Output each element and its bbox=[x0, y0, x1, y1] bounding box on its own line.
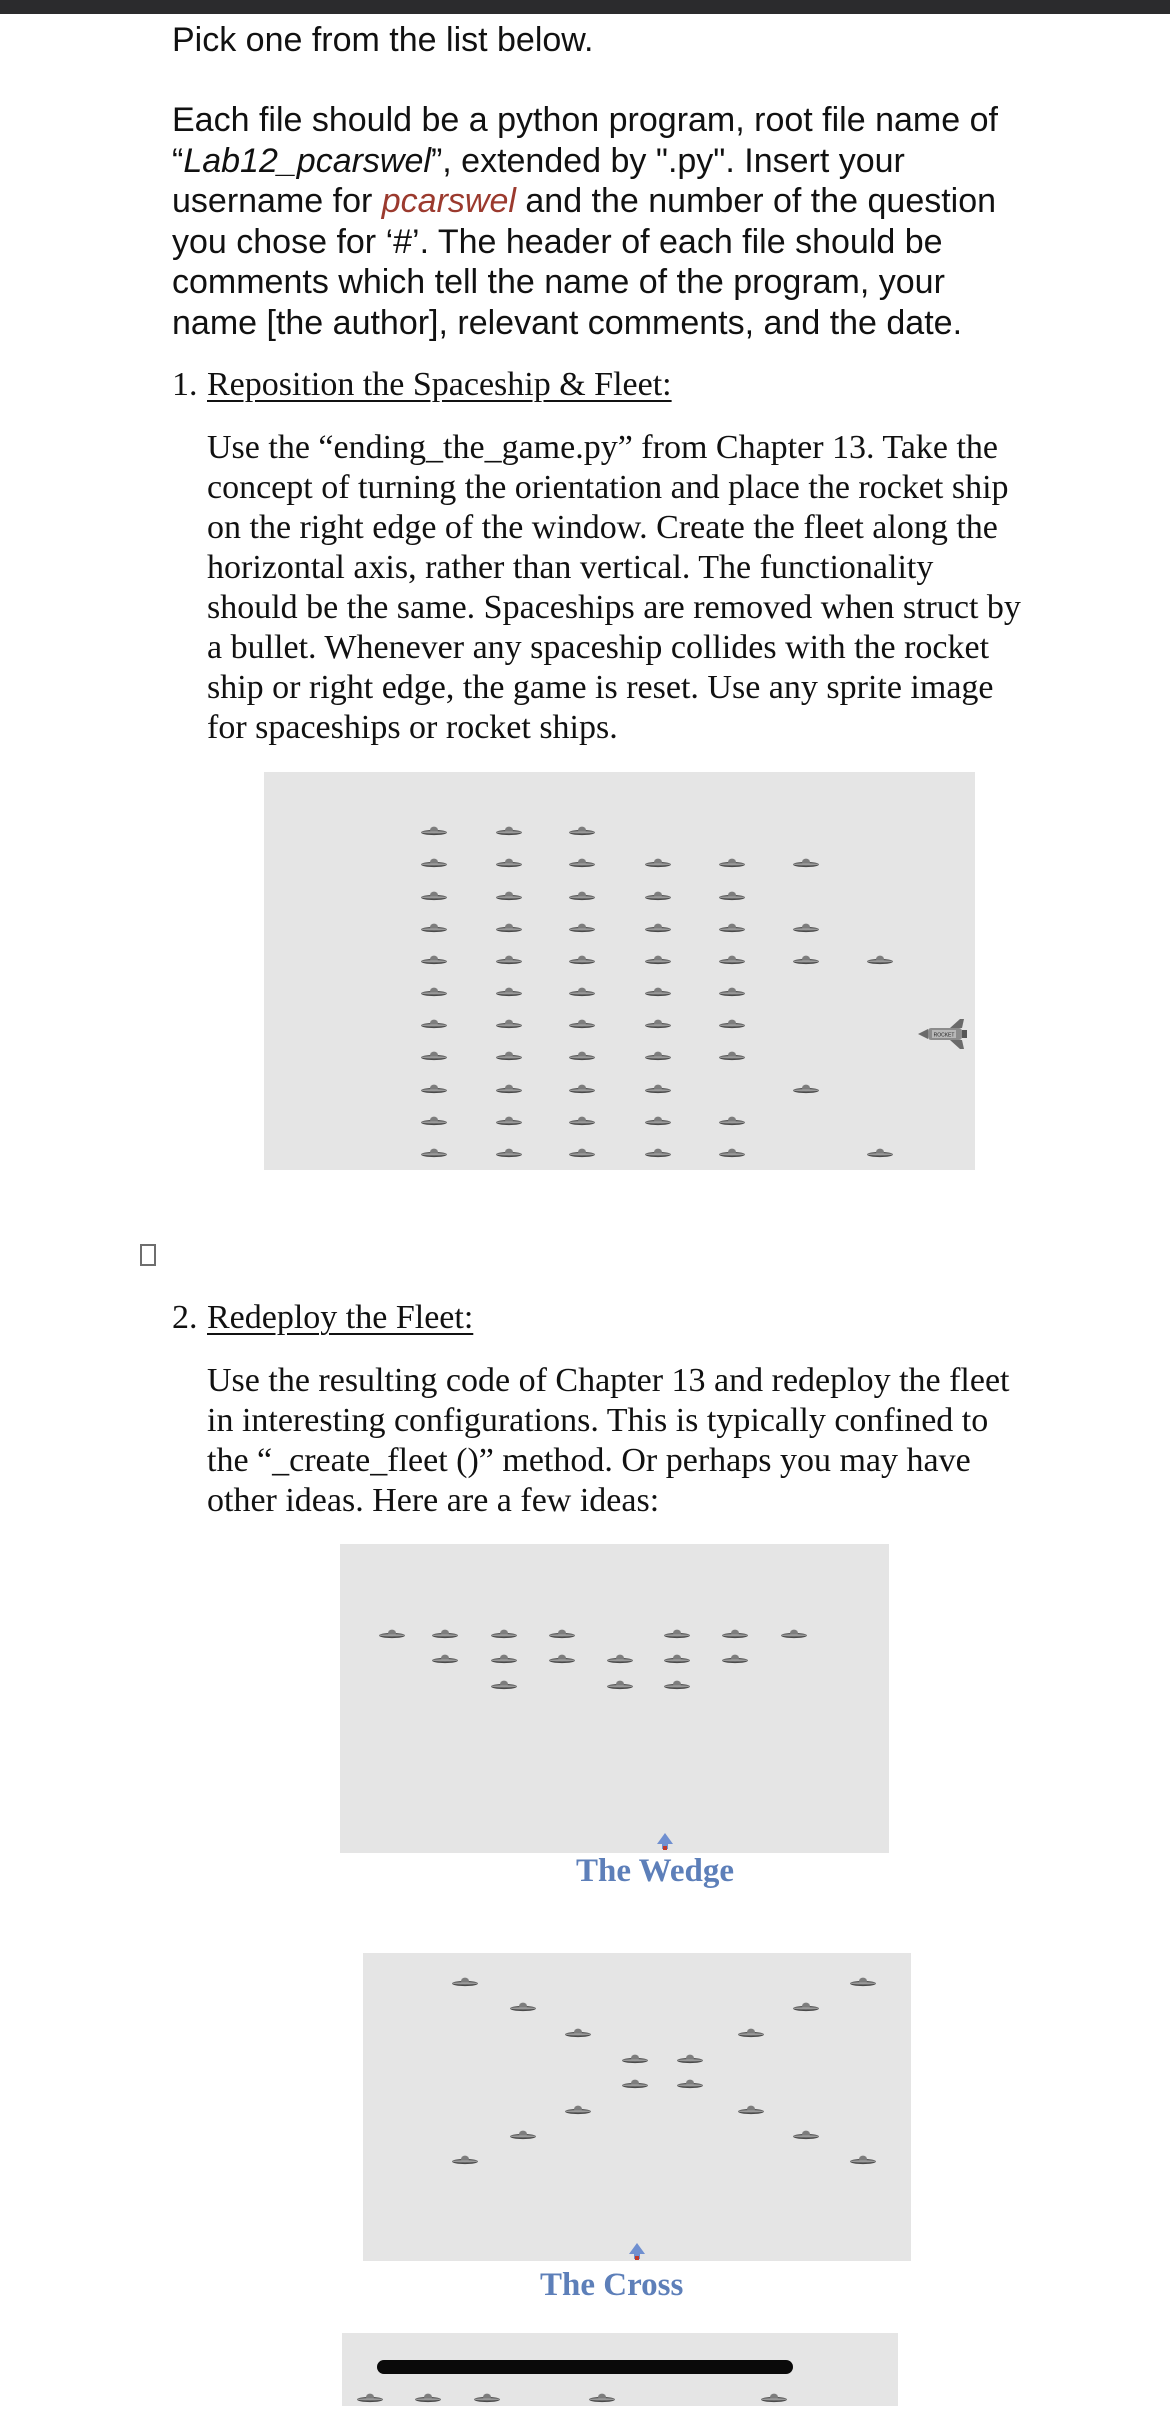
alien-ship-icon bbox=[717, 1146, 747, 1160]
q1-number: 1. bbox=[172, 366, 198, 403]
alien-ship-icon bbox=[567, 921, 597, 935]
alien-ship-icon bbox=[494, 1146, 524, 1160]
alien-ship-icon bbox=[567, 1082, 597, 1096]
alien-ship-icon bbox=[848, 2153, 878, 2167]
alien-ship-icon bbox=[605, 1678, 635, 1692]
pick-instruction: Pick one from the list below. bbox=[172, 21, 594, 59]
alien-ship-icon bbox=[567, 985, 597, 999]
alien-ship-icon bbox=[675, 2077, 705, 2091]
alien-ship-icon bbox=[717, 953, 747, 967]
q1-line: horizontal axis, rather than vertical. The functionality bbox=[207, 549, 934, 586]
alien-ship-icon bbox=[643, 921, 673, 935]
intro-text-run: ”, extended by ".py". Insert your bbox=[430, 141, 905, 180]
intro-text-run: and the number of the question bbox=[515, 182, 997, 220]
q2-line: the “_create_fleet ()” method. Or perhaps you may have bbox=[207, 1442, 971, 1479]
figure-horizontal-fleet bbox=[264, 772, 975, 1170]
alien-ship-icon bbox=[494, 889, 524, 903]
q2-paragraph bbox=[207, 1361, 1010, 1521]
alien-ship-icon bbox=[717, 1114, 747, 1128]
alien-ship-icon bbox=[643, 1082, 673, 1096]
alien-ship-icon bbox=[419, 856, 449, 870]
caption-wedge: The Wedge bbox=[576, 1853, 734, 1889]
q1-line: Use the “ending_the_game.py” from Chapter 13. Take the bbox=[207, 429, 999, 466]
alien-ship-icon bbox=[720, 1627, 750, 1641]
alien-ship-icon bbox=[736, 2026, 766, 2040]
alien-ship-icon bbox=[494, 1082, 524, 1096]
alien-ship-icon bbox=[717, 921, 747, 935]
alien-ship-icon bbox=[643, 985, 673, 999]
alien-ship-icon bbox=[567, 824, 597, 838]
figure-wedge bbox=[340, 1544, 889, 1853]
alien-ship-icon bbox=[419, 1082, 449, 1096]
q2-line: Use the resulting code of Chapter 13 and redeploy the fleet bbox=[207, 1362, 1010, 1399]
alien-ship-icon bbox=[563, 2103, 593, 2117]
alien-ship-icon bbox=[720, 1652, 750, 1666]
q2-title: Redeploy the Fleet: bbox=[207, 1299, 474, 1336]
alien-ship-icon bbox=[567, 856, 597, 870]
alien-ship-icon bbox=[643, 889, 673, 903]
alien-ship-icon bbox=[567, 889, 597, 903]
alien-ship-icon bbox=[759, 2391, 789, 2405]
q1-line: ship or right edge, the game is reset. Use any sprite image bbox=[207, 669, 994, 706]
alien-ship-icon bbox=[377, 1627, 407, 1641]
alien-ship-icon bbox=[620, 2077, 650, 2091]
alien-ship-icon bbox=[494, 921, 524, 935]
q1-line: concept of turning the orientation and place the rocket ship bbox=[207, 469, 1009, 506]
alien-ship-icon bbox=[643, 1114, 673, 1128]
alien-ship-icon bbox=[450, 2153, 480, 2167]
alien-ship-icon bbox=[779, 1627, 809, 1641]
alien-ship-icon bbox=[865, 953, 895, 967]
intro-text-run: name [the author], relevant comments, and the date. bbox=[172, 303, 963, 342]
alien-ship-icon bbox=[450, 1975, 480, 1989]
alien-ship-icon bbox=[419, 1017, 449, 1031]
alien-ship-icon bbox=[419, 1049, 449, 1063]
alien-ship-icon bbox=[419, 1114, 449, 1128]
alien-ship-icon bbox=[791, 1082, 821, 1096]
alien-ship-icon bbox=[567, 953, 597, 967]
alien-ship-icon bbox=[567, 1049, 597, 1063]
alien-ship-icon bbox=[567, 1146, 597, 1160]
q1-paragraph bbox=[207, 428, 1021, 748]
alien-ship-icon bbox=[567, 1114, 597, 1128]
intro-line bbox=[172, 181, 998, 222]
player-ship-icon bbox=[655, 1831, 675, 1851]
q2-number: 2. bbox=[172, 1299, 198, 1336]
intro-line bbox=[172, 141, 998, 182]
home-indicator[interactable] bbox=[377, 2360, 793, 2374]
alien-ship-icon bbox=[430, 1627, 460, 1641]
alien-ship-icon bbox=[430, 1652, 460, 1666]
alien-ship-icon bbox=[865, 1146, 895, 1160]
alien-ship-icon bbox=[494, 856, 524, 870]
intro-text-run: Lab12_pcarswel bbox=[183, 141, 431, 180]
intro-line bbox=[172, 100, 998, 141]
alien-ship-icon bbox=[508, 2128, 538, 2142]
intro-text-run: “ bbox=[172, 141, 184, 180]
alien-ship-icon bbox=[791, 2000, 821, 2014]
intro-line bbox=[172, 222, 998, 263]
alien-ship-icon bbox=[494, 824, 524, 838]
alien-ship-icon bbox=[791, 953, 821, 967]
alien-ship-icon bbox=[494, 953, 524, 967]
intro-paragraph bbox=[172, 100, 998, 343]
intro-text-run: Each file should be a python program, root file name of bbox=[172, 101, 998, 139]
alien-ship-icon bbox=[605, 1652, 635, 1666]
alien-ship-icon bbox=[791, 921, 821, 935]
intro-text-run: username for bbox=[172, 182, 382, 220]
alien-ship-icon bbox=[489, 1652, 519, 1666]
alien-ship-icon bbox=[643, 1017, 673, 1031]
intro-line bbox=[172, 303, 998, 344]
alien-ship-icon bbox=[675, 2052, 705, 2066]
player-ship-icon bbox=[627, 2241, 647, 2261]
alien-ship-icon bbox=[419, 889, 449, 903]
q1-line: for spaceships or rocket ships. bbox=[207, 709, 618, 746]
alien-ship-icon bbox=[419, 985, 449, 999]
alien-ship-icon bbox=[717, 985, 747, 999]
alien-ship-icon bbox=[419, 824, 449, 838]
alien-ship-icon bbox=[736, 2103, 766, 2117]
alien-ship-icon bbox=[419, 1146, 449, 1160]
alien-ship-icon bbox=[355, 2391, 385, 2405]
alien-ship-icon bbox=[717, 856, 747, 870]
q1-line: should be the same. Spaceships are removed when struct by bbox=[207, 589, 1021, 626]
alien-ship-icon bbox=[472, 2391, 502, 2405]
alien-ship-icon bbox=[717, 889, 747, 903]
intro-text-run: comments which tell the name of the program, your bbox=[172, 263, 945, 301]
alien-ship-icon bbox=[494, 1049, 524, 1063]
alien-ship-icon bbox=[620, 2052, 650, 2066]
alien-ship-icon bbox=[662, 1678, 692, 1692]
alien-ship-icon bbox=[489, 1627, 519, 1641]
alien-ship-icon bbox=[567, 1017, 597, 1031]
status-bar bbox=[0, 0, 1170, 14]
alien-ship-icon bbox=[547, 1652, 577, 1666]
intro-text-run: you chose for ‘#’. The header of each file should be bbox=[172, 222, 943, 261]
alien-ship-icon bbox=[717, 1049, 747, 1063]
alien-ship-icon bbox=[494, 1017, 524, 1031]
intro-text-run: pcarswel bbox=[381, 182, 516, 220]
alien-ship-icon bbox=[662, 1627, 692, 1641]
alien-ship-icon bbox=[643, 1049, 673, 1063]
alien-ship-icon bbox=[791, 2128, 821, 2142]
alien-ship-icon bbox=[563, 2026, 593, 2040]
figure-cross bbox=[363, 1953, 911, 2261]
alien-ship-icon bbox=[587, 2391, 617, 2405]
intro-line bbox=[172, 262, 998, 303]
svg-text:ROCKET: ROCKET bbox=[933, 1032, 955, 1039]
alien-ship-icon bbox=[508, 2000, 538, 2014]
alien-ship-icon bbox=[848, 1975, 878, 1989]
alien-ship-icon bbox=[662, 1652, 692, 1666]
alien-ship-icon bbox=[643, 1146, 673, 1160]
q2-line: in interesting configurations. This is typically confined to bbox=[207, 1402, 989, 1439]
alien-ship-icon bbox=[547, 1627, 577, 1641]
alien-ship-icon bbox=[643, 953, 673, 967]
alien-ship-icon bbox=[489, 1678, 519, 1692]
q1-line: a bullet. Whenever any spaceship collides with the rocket bbox=[207, 629, 990, 666]
caption-cross: The Cross bbox=[540, 2267, 684, 2303]
alien-ship-icon bbox=[791, 856, 821, 870]
alien-ship-icon bbox=[494, 1114, 524, 1128]
q2-line: other ideas. Here are a few ideas: bbox=[207, 1482, 660, 1519]
q1-line: on the right edge of the window. Create the fleet along the bbox=[207, 509, 998, 546]
checkbox-icon[interactable] bbox=[140, 1244, 156, 1266]
rocket-ship-icon bbox=[916, 1018, 968, 1050]
alien-ship-icon bbox=[717, 1017, 747, 1031]
alien-ship-icon bbox=[413, 2391, 443, 2405]
alien-ship-icon bbox=[643, 856, 673, 870]
alien-ship-icon bbox=[419, 953, 449, 967]
q1-title: Reposition the Spaceship & Fleet: bbox=[207, 366, 672, 403]
alien-ship-icon bbox=[419, 921, 449, 935]
alien-ship-icon bbox=[494, 985, 524, 999]
